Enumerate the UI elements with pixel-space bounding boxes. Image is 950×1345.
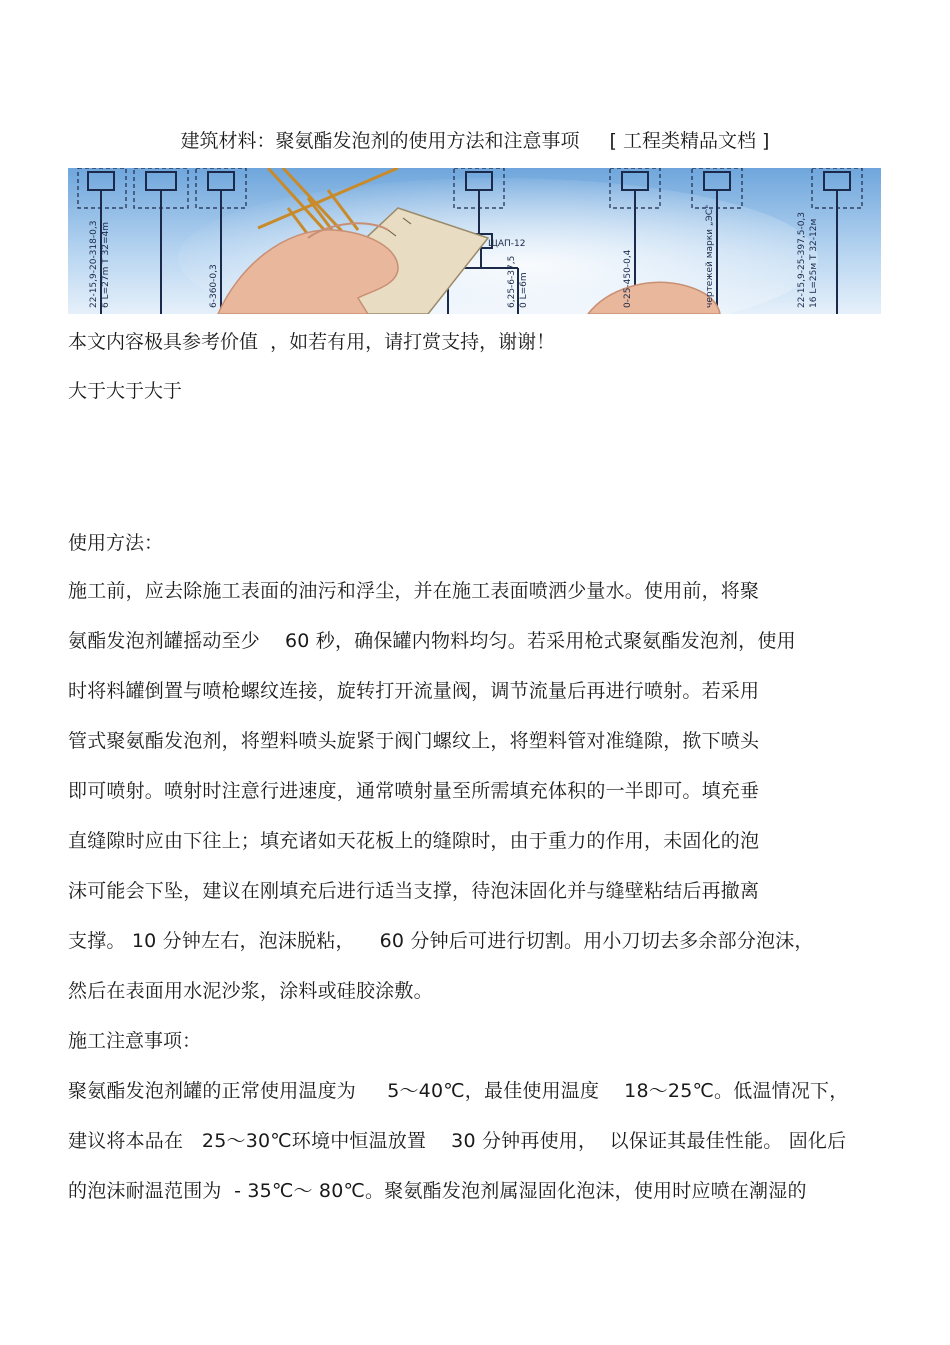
paragraph-line: 建议将本品在 25～30℃环境中恒温放置 30 分钟再使用， 以保证其最佳性能。 固化后 xyxy=(68,1130,847,1152)
svg-text:22-15,9-20-318-0,3: 22-15,9-20-318-0,3 xyxy=(89,220,99,308)
document-title xyxy=(0,128,950,154)
filler-text: 大于大于大于 xyxy=(68,380,183,402)
paragraph-line: 沫可能会下坠，建议在刚填充后进行适当支撑，待泡沫固化并与缝壁粘结后再撤离 xyxy=(68,880,760,902)
svg-text:0-25-450-0,4: 0-25-450-0,4 xyxy=(623,249,633,308)
paragraph-line: 然后在表面用水泥沙浆，涂料或硅胶涂敷。 xyxy=(68,980,433,1002)
svg-text:6 L=27m T 32=4m: 6 L=27m T 32=4m xyxy=(101,221,111,308)
svg-text:0 L=6m: 0 L=6m xyxy=(519,272,529,308)
paragraph-line: 氨酯发泡剂罐摇动至少 60 秒，确保罐内物料均匀。若采用枪式聚氨酯发泡剂，使用 xyxy=(68,630,796,652)
paragraph-line: 即可喷射。喷射时注意行进速度，通常喷射量至所需填充体积的一半即可。填充垂 xyxy=(68,780,760,802)
paragraph-line: 支撑。 10 分钟左右，泡沫脱粘， 60 分钟后可进行切割。用小刀切去多余部分泡沫， xyxy=(68,930,814,952)
svg-text:16 L=25м T 32-12м: 16 L=25м T 32-12м xyxy=(809,218,819,308)
intro-note: 本文内容极具参考价值 ，如若有用，请打赏支持，谢谢！ xyxy=(68,331,556,353)
svg-text:22-15,9-25-397,5-0,3: 22-15,9-25-397,5-0,3 xyxy=(797,211,807,308)
paragraph-line: 时将料罐倒置与喷枪螺纹连接，旋转打开流量阀，调节流量后再进行喷射。若采用 xyxy=(68,680,760,702)
svg-text:6-360-0,3: 6-360-0,3 xyxy=(209,264,219,308)
title-tag: [ 工程类精品文档 ] xyxy=(609,130,770,152)
header-banner-image xyxy=(68,168,881,314)
paragraph-line: 聚氨酯发泡剂罐的正常使用温度为 5～40℃，最佳使用温度 18～25℃。低温情况下， xyxy=(68,1080,849,1102)
title-main: 建筑材料：聚氨酯发泡剂的使用方法和注意事项 xyxy=(180,130,580,152)
paragraph-line: 管式聚氨酯发泡剂，将塑料喷头旋紧于阀门螺纹上，将塑料管对准缝隙，揿下喷头 xyxy=(68,730,760,752)
svg-text:чертежей марки „ЭС": чертежей марки „ЭС" xyxy=(705,204,715,308)
paragraph-line: 的泡沫耐温范围为 - 35℃～ 80℃。聚氨酯发泡剂属湿固化泡沫，使用时应喷在潮湿的 xyxy=(68,1180,807,1202)
blueprint-hands-illustration xyxy=(68,168,881,314)
section-heading-usage: 使用方法： xyxy=(68,532,164,554)
section-heading-precautions: 施工注意事项： xyxy=(68,1030,202,1052)
svg-text:ЩАП-12: ЩАП-12 xyxy=(488,239,526,249)
svg-text:6,25-6-37,5: 6,25-6-37,5 xyxy=(507,255,517,308)
paragraph-line: 施工前，应去除施工表面的油污和浮尘，并在施工表面喷洒少量水。使用前，将聚 xyxy=(68,580,760,602)
paragraph-line: 直缝隙时应由下往上；填充诸如天花板上的缝隙时，由于重力的作用，未固化的泡 xyxy=(68,830,760,852)
